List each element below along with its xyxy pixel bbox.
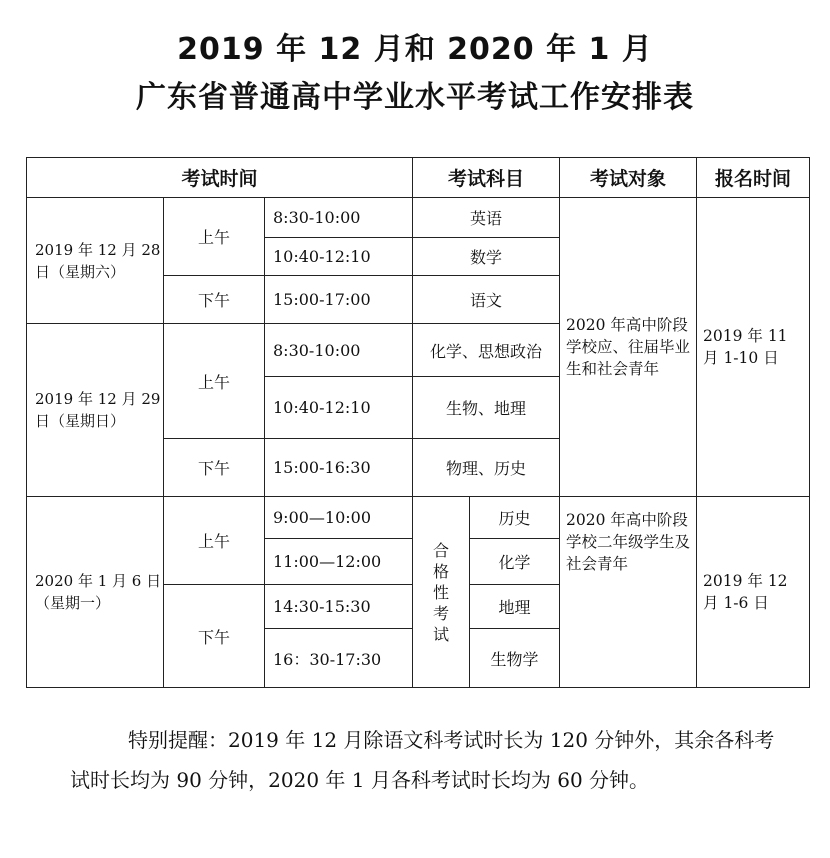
session-am: 上午 bbox=[164, 324, 265, 439]
session-am: 上午 bbox=[164, 497, 265, 585]
header-target: 考试对象 bbox=[560, 158, 697, 198]
session-pm: 下午 bbox=[164, 585, 265, 688]
table-row bbox=[27, 497, 810, 539]
subject-cell: 地理 bbox=[470, 585, 560, 629]
time-cell: 14:30-15:30 bbox=[265, 585, 413, 629]
session-pm: 下午 bbox=[164, 439, 265, 497]
target-cell-jan: 2020 年高中阶段学校二年级学生及社会青年 bbox=[560, 497, 697, 688]
date-cell: 2019 年 12 月 29 日（星期日） bbox=[27, 324, 164, 497]
subject-cell: 历史 bbox=[470, 497, 560, 539]
qualification-exam-label: 合格性考试 bbox=[413, 497, 470, 688]
header-register: 报名时间 bbox=[697, 158, 810, 198]
time-cell: 11:00—12:00 bbox=[265, 539, 413, 585]
time-cell: 8:30-10:00 bbox=[265, 198, 413, 238]
time-cell: 15:00-17:00 bbox=[265, 276, 413, 324]
session-am: 上午 bbox=[164, 198, 265, 276]
subject-cell: 生物、地理 bbox=[413, 377, 560, 439]
table-row bbox=[27, 198, 810, 238]
header-row bbox=[27, 158, 810, 198]
date-cell: 2020 年 1 月 6 日（星期一） bbox=[27, 497, 164, 688]
title-line-1: 2019 年 12 月和 2020 年 1 月 bbox=[177, 32, 653, 67]
special-reminder-note: 特别提醒：2019 年 12 月除语文科考试时长为 120 分钟外，其余各科考试时长均为 90 分钟，2020 年 1 月各科考试时长均为 60 分钟。 bbox=[70, 728, 775, 792]
register-cell-jan: 2019 年 12 月 1-6 日 bbox=[697, 497, 810, 688]
subject-cell: 生物学 bbox=[470, 629, 560, 688]
time-cell: 15:00-16:30 bbox=[265, 439, 413, 497]
subject-cell: 化学 bbox=[470, 539, 560, 585]
register-cell-dec: 2019 年 11 月 1-10 日 bbox=[697, 198, 810, 497]
time-cell: 16：30-17:30 bbox=[265, 629, 413, 688]
date-cell: 2019 年 12 月 28 日（星期六） bbox=[27, 198, 164, 324]
session-pm: 下午 bbox=[164, 276, 265, 324]
header-time: 考试时间 bbox=[27, 158, 413, 198]
header-subject: 考试科目 bbox=[413, 158, 560, 198]
subject-cell: 物理、历史 bbox=[413, 439, 560, 497]
subject-cell: 数学 bbox=[413, 238, 560, 276]
subject-cell: 化学、思想政治 bbox=[413, 324, 560, 377]
time-cell: 8:30-10:00 bbox=[265, 324, 413, 377]
subject-cell: 英语 bbox=[413, 198, 560, 238]
time-cell: 10:40-12:10 bbox=[265, 377, 413, 439]
title-line-2: 广东省普通高中学业水平考试工作安排表 bbox=[136, 80, 694, 115]
target-cell-dec: 2020 年高中阶段学校应、往届毕业生和社会青年 bbox=[560, 198, 697, 497]
time-cell: 10:40-12:10 bbox=[265, 238, 413, 276]
subject-cell: 语文 bbox=[413, 276, 560, 324]
time-cell: 9:00—10:00 bbox=[265, 497, 413, 539]
exam-schedule-table bbox=[26, 157, 810, 688]
